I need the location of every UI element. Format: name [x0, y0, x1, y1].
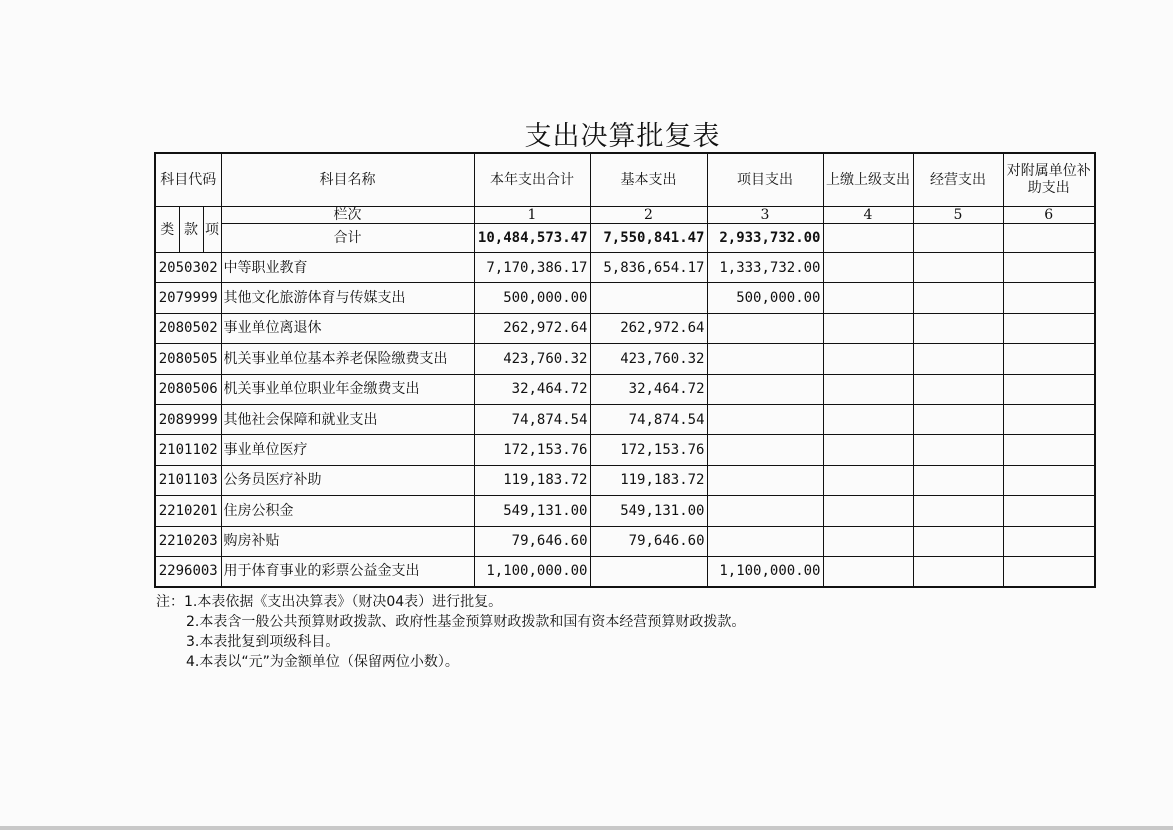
note-1: 注：1.本表依据《支出决算表》（财决04表）进行批复。 [156, 594, 503, 610]
row-subsidy [1003, 374, 1095, 404]
row-upper [823, 465, 913, 495]
row-name: 用于体育事业的彩票公益金支出 [221, 556, 474, 586]
row-upper [823, 374, 913, 404]
row-total: 1,100,000.00 [474, 556, 590, 586]
row-project [707, 374, 823, 404]
total-basic: 7,550,841.47 [590, 224, 707, 253]
row-project [707, 404, 823, 434]
col-number-2: 2 [590, 207, 707, 224]
header-total: 本年支出合计 [474, 153, 590, 207]
page-bottom-edge [0, 826, 1173, 830]
row-business [913, 283, 1003, 313]
total-row [155, 224, 1095, 253]
row-subsidy [1003, 496, 1095, 526]
row-project [707, 435, 823, 465]
row-basic: 79,646.60 [590, 526, 707, 556]
row-upper [823, 526, 913, 556]
notes [156, 592, 745, 672]
col-number-1: 1 [474, 207, 590, 224]
header-xiang: 项 [203, 207, 221, 253]
row-name: 机关事业单位职业年金缴费支出 [221, 374, 474, 404]
row-code: 2080502 [155, 313, 221, 343]
row-total: 119,183.72 [474, 465, 590, 495]
row-total: 262,972.64 [474, 313, 590, 343]
row-name: 事业单位离退休 [221, 313, 474, 343]
table-row [155, 374, 1095, 404]
row-code: 2080505 [155, 344, 221, 374]
row-project [707, 344, 823, 374]
row-basic: 262,972.64 [590, 313, 707, 343]
row-subsidy [1003, 283, 1095, 313]
row-upper [823, 253, 913, 283]
total-label: 合计 [221, 224, 474, 253]
row-code: 2089999 [155, 404, 221, 434]
row-total: 7,170,386.17 [474, 253, 590, 283]
row-code: 2050302 [155, 253, 221, 283]
row-code: 2296003 [155, 556, 221, 586]
table-row [155, 526, 1095, 556]
row-total: 549,131.00 [474, 496, 590, 526]
row-project [707, 465, 823, 495]
row-basic [590, 283, 707, 313]
row-code: 2210201 [155, 496, 221, 526]
row-upper [823, 496, 913, 526]
row-code: 2101103 [155, 465, 221, 495]
col-number-6: 6 [1003, 207, 1095, 224]
header-code: 科目代码 [155, 153, 221, 207]
total-total: 10,484,573.47 [474, 224, 590, 253]
header-lanci: 栏次 [221, 207, 474, 224]
row-subsidy [1003, 556, 1095, 586]
row-name: 公务员医疗补助 [221, 465, 474, 495]
note-2: 2.本表含一般公共预算财政拨款、政府性基金预算财政拨款和国有资本经营预算财政拨款。 [186, 614, 746, 630]
row-code: 2210203 [155, 526, 221, 556]
row-project: 1,100,000.00 [707, 556, 823, 586]
row-upper [823, 435, 913, 465]
row-project [707, 313, 823, 343]
col-number-4: 4 [823, 207, 913, 224]
row-business [913, 344, 1003, 374]
row-subsidy [1003, 526, 1095, 556]
row-name: 其他文化旅游体育与传媒支出 [221, 283, 474, 313]
table-row [155, 435, 1095, 465]
row-total: 500,000.00 [474, 283, 590, 313]
row-basic: 74,874.54 [590, 404, 707, 434]
row-project [707, 526, 823, 556]
row-basic: 119,183.72 [590, 465, 707, 495]
row-upper [823, 283, 913, 313]
row-basic: 172,153.76 [590, 435, 707, 465]
row-total: 79,646.60 [474, 526, 590, 556]
table-row [155, 253, 1095, 283]
row-name: 中等职业教育 [221, 253, 474, 283]
header-name: 科目名称 [221, 153, 474, 207]
row-name: 住房公积金 [221, 496, 474, 526]
row-subsidy [1003, 465, 1095, 495]
row-name: 机关事业单位基本养老保险缴费支出 [221, 344, 474, 374]
row-total: 32,464.72 [474, 374, 590, 404]
total-subsidy [1003, 224, 1095, 253]
row-project: 500,000.00 [707, 283, 823, 313]
row-subsidy [1003, 344, 1095, 374]
row-business [913, 313, 1003, 343]
header-business: 经营支出 [913, 153, 1003, 207]
row-name: 购房补贴 [221, 526, 474, 556]
row-business [913, 526, 1003, 556]
row-upper [823, 556, 913, 586]
row-project: 1,333,732.00 [707, 253, 823, 283]
header-lei: 类 [155, 207, 179, 253]
row-subsidy [1003, 404, 1095, 434]
table-row [155, 283, 1095, 313]
header-subsidy: 对附属单位补助支出 [1003, 153, 1095, 207]
row-code: 2101102 [155, 435, 221, 465]
header-row [155, 153, 1095, 207]
row-business [913, 556, 1003, 586]
expenditure-table [154, 152, 1096, 588]
row-business [913, 253, 1003, 283]
row-code: 2080506 [155, 374, 221, 404]
row-upper [823, 404, 913, 434]
row-upper [823, 344, 913, 374]
header-kuan: 款 [179, 207, 203, 253]
row-basic [590, 556, 707, 586]
total-business [913, 224, 1003, 253]
table-row [155, 465, 1095, 495]
total-project: 2,933,732.00 [707, 224, 823, 253]
col-number-5: 5 [913, 207, 1003, 224]
note-3: 3.本表批复到项级科目。 [186, 634, 340, 650]
header-basic: 基本支出 [590, 153, 707, 207]
row-basic: 549,131.00 [590, 496, 707, 526]
column-number-row [155, 207, 1095, 224]
row-basic: 423,760.32 [590, 344, 707, 374]
row-name: 事业单位医疗 [221, 435, 474, 465]
header-project: 项目支出 [707, 153, 823, 207]
table-row [155, 556, 1095, 586]
row-basic: 5,836,654.17 [590, 253, 707, 283]
row-subsidy [1003, 313, 1095, 343]
row-subsidy [1003, 435, 1095, 465]
table-row [155, 496, 1095, 526]
row-subsidy [1003, 253, 1095, 283]
row-total: 74,874.54 [474, 404, 590, 434]
row-business [913, 404, 1003, 434]
row-business [913, 465, 1003, 495]
row-basic: 32,464.72 [590, 374, 707, 404]
row-business [913, 496, 1003, 526]
row-upper [823, 313, 913, 343]
row-total: 172,153.76 [474, 435, 590, 465]
header-upper: 上缴上级支出 [823, 153, 913, 207]
note-4: 4.本表以“元”为金额单位（保留两位小数）。 [186, 654, 459, 670]
row-business [913, 374, 1003, 404]
table-row [155, 404, 1095, 434]
row-total: 423,760.32 [474, 344, 590, 374]
page-title: 支出决算批复表 [524, 121, 721, 152]
row-business [913, 435, 1003, 465]
row-name: 其他社会保障和就业支出 [221, 404, 474, 434]
table-row [155, 313, 1095, 343]
col-number-3: 3 [707, 207, 823, 224]
row-project [707, 496, 823, 526]
total-upper [823, 224, 913, 253]
table-row [155, 344, 1095, 374]
row-code: 2079999 [155, 283, 221, 313]
